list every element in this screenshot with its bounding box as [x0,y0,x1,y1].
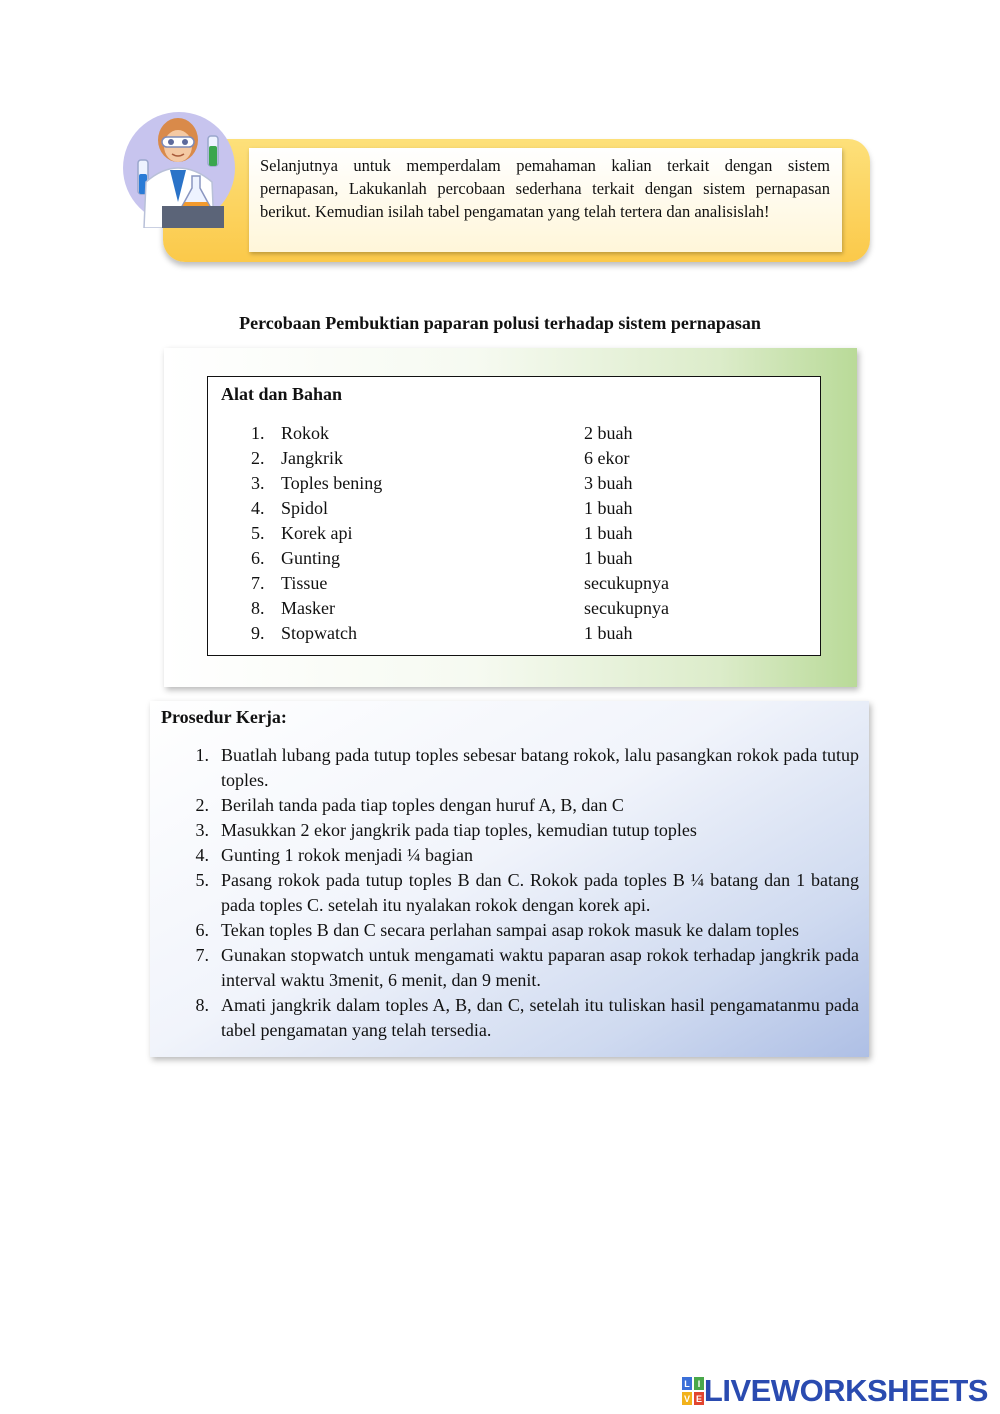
material-quantity: 2 buah [584,423,633,443]
badge-letter: E [695,1394,702,1404]
step-text: Tekan toples B dan C secara perlahan sampai asap rokok masuk ke dalam toples [221,920,800,940]
material-quantity: 1 buah [584,548,633,568]
material-quantity: secukupnya [584,598,669,618]
material-item [208,496,820,521]
material-name: Korek api [281,523,353,543]
material-quantity: 3 buah [584,473,633,493]
step-number: 7. [195,945,209,965]
procedure-step [187,943,859,993]
material-name: Gunting [281,548,341,568]
material-name: Jangkrik [281,448,343,468]
material-name: Rokok [281,423,330,443]
material-item [208,596,820,621]
material-item [208,621,820,646]
procedure-step [187,743,859,793]
intro-text: Selanjutnya untuk memperdalam pemahaman kalian terkait dengan sistem pernapasan, Lakukanlah percobaan sederhana terkait dengan sistem pernapasan berikut. Kemudian isilah tabel pengamatan yang telah tertera dan analisislah! [260,156,830,221]
material-name: Masker [281,598,335,618]
material-item [208,571,820,596]
material-item [208,421,820,446]
intro-textbox [249,148,842,252]
material-name: Toples bening [281,473,383,493]
material-number: 7. [251,573,265,593]
material-number: 5. [251,523,265,543]
procedure-step [187,868,859,918]
badge-letter: L [684,1379,690,1389]
step-number: 8. [195,995,209,1015]
material-name: Tissue [281,573,328,593]
material-number: 4. [251,498,265,518]
step-text: Masukkan 2 ekor jangkrik pada tiap toples, kemudian tutup toples [221,820,697,840]
materials-heading: Alat dan Bahan [221,384,343,404]
procedure-step [187,993,859,1043]
logo-text: LIVEWORKSHEETS [703,1373,988,1408]
material-item [208,471,820,496]
step-number: 4. [195,845,209,865]
experiment-title: Percobaan Pembuktian paparan polusi terhadap sistem pernapasan [239,313,761,333]
badge-letter: I [697,1379,701,1389]
step-text: Berilah tanda pada tiap toples dengan huruf A, B, dan C [221,795,624,815]
material-number: 2. [251,448,265,468]
step-number: 1. [195,745,209,765]
material-quantity: 1 buah [584,523,633,543]
step-text: Gunakan stopwatch untuk mengamati waktu paparan asap rokok terhadap jangkrik pada interval waktu 3menit, 6 menit, dan 9 menit. [221,945,859,990]
procedure-step [187,818,859,843]
material-quantity: secukupnya [584,573,669,593]
material-number: 8. [251,598,265,618]
materials-box [207,376,821,656]
material-item [208,521,820,546]
step-number: 5. [195,870,209,890]
procedure-heading: Prosedur Kerja: [161,707,287,727]
step-number: 6. [195,920,209,940]
step-number: 2. [195,795,209,815]
step-text: Gunting 1 rokok menjadi ¼ bagian [221,845,473,865]
material-number: 1. [251,423,265,443]
material-quantity: 6 ekor [584,448,630,468]
procedure-step [187,793,859,818]
material-number: 9. [251,623,265,643]
material-number: 3. [251,473,265,493]
material-quantity: 1 buah [584,498,633,518]
live-badge-icon [682,1377,704,1405]
material-name: Stopwatch [281,623,357,643]
material-item [208,546,820,571]
materials-list [208,421,820,646]
step-text: Buatlah lubang pada tutup toples sebesar batang rokok, lalu pasangkan rokok pada tutup toples. [221,745,859,790]
step-number: 3. [195,820,209,840]
scientist-icon [122,110,240,228]
material-quantity: 1 buah [584,623,633,643]
liveworksheets-logo[interactable] [682,1375,988,1407]
step-text: Amati jangkrik dalam toples A, B, dan C, setelah itu tuliskan hasil pengamatanmu pada tabel pengamatan yang telah tersedia. [221,995,859,1040]
procedure-step [187,918,859,943]
material-name: Spidol [281,498,329,518]
step-text: Pasang rokok pada tutup toples B dan C. Rokok pada toples B ¼ batang dan 1 batang pada toples C. setelah itu nyalakan rokok dengan korek api. [221,870,859,915]
procedure-list [187,743,859,1043]
material-item [208,446,820,471]
badge-letter: V [683,1394,690,1404]
material-number: 6. [251,548,265,568]
procedure-step [187,843,859,868]
